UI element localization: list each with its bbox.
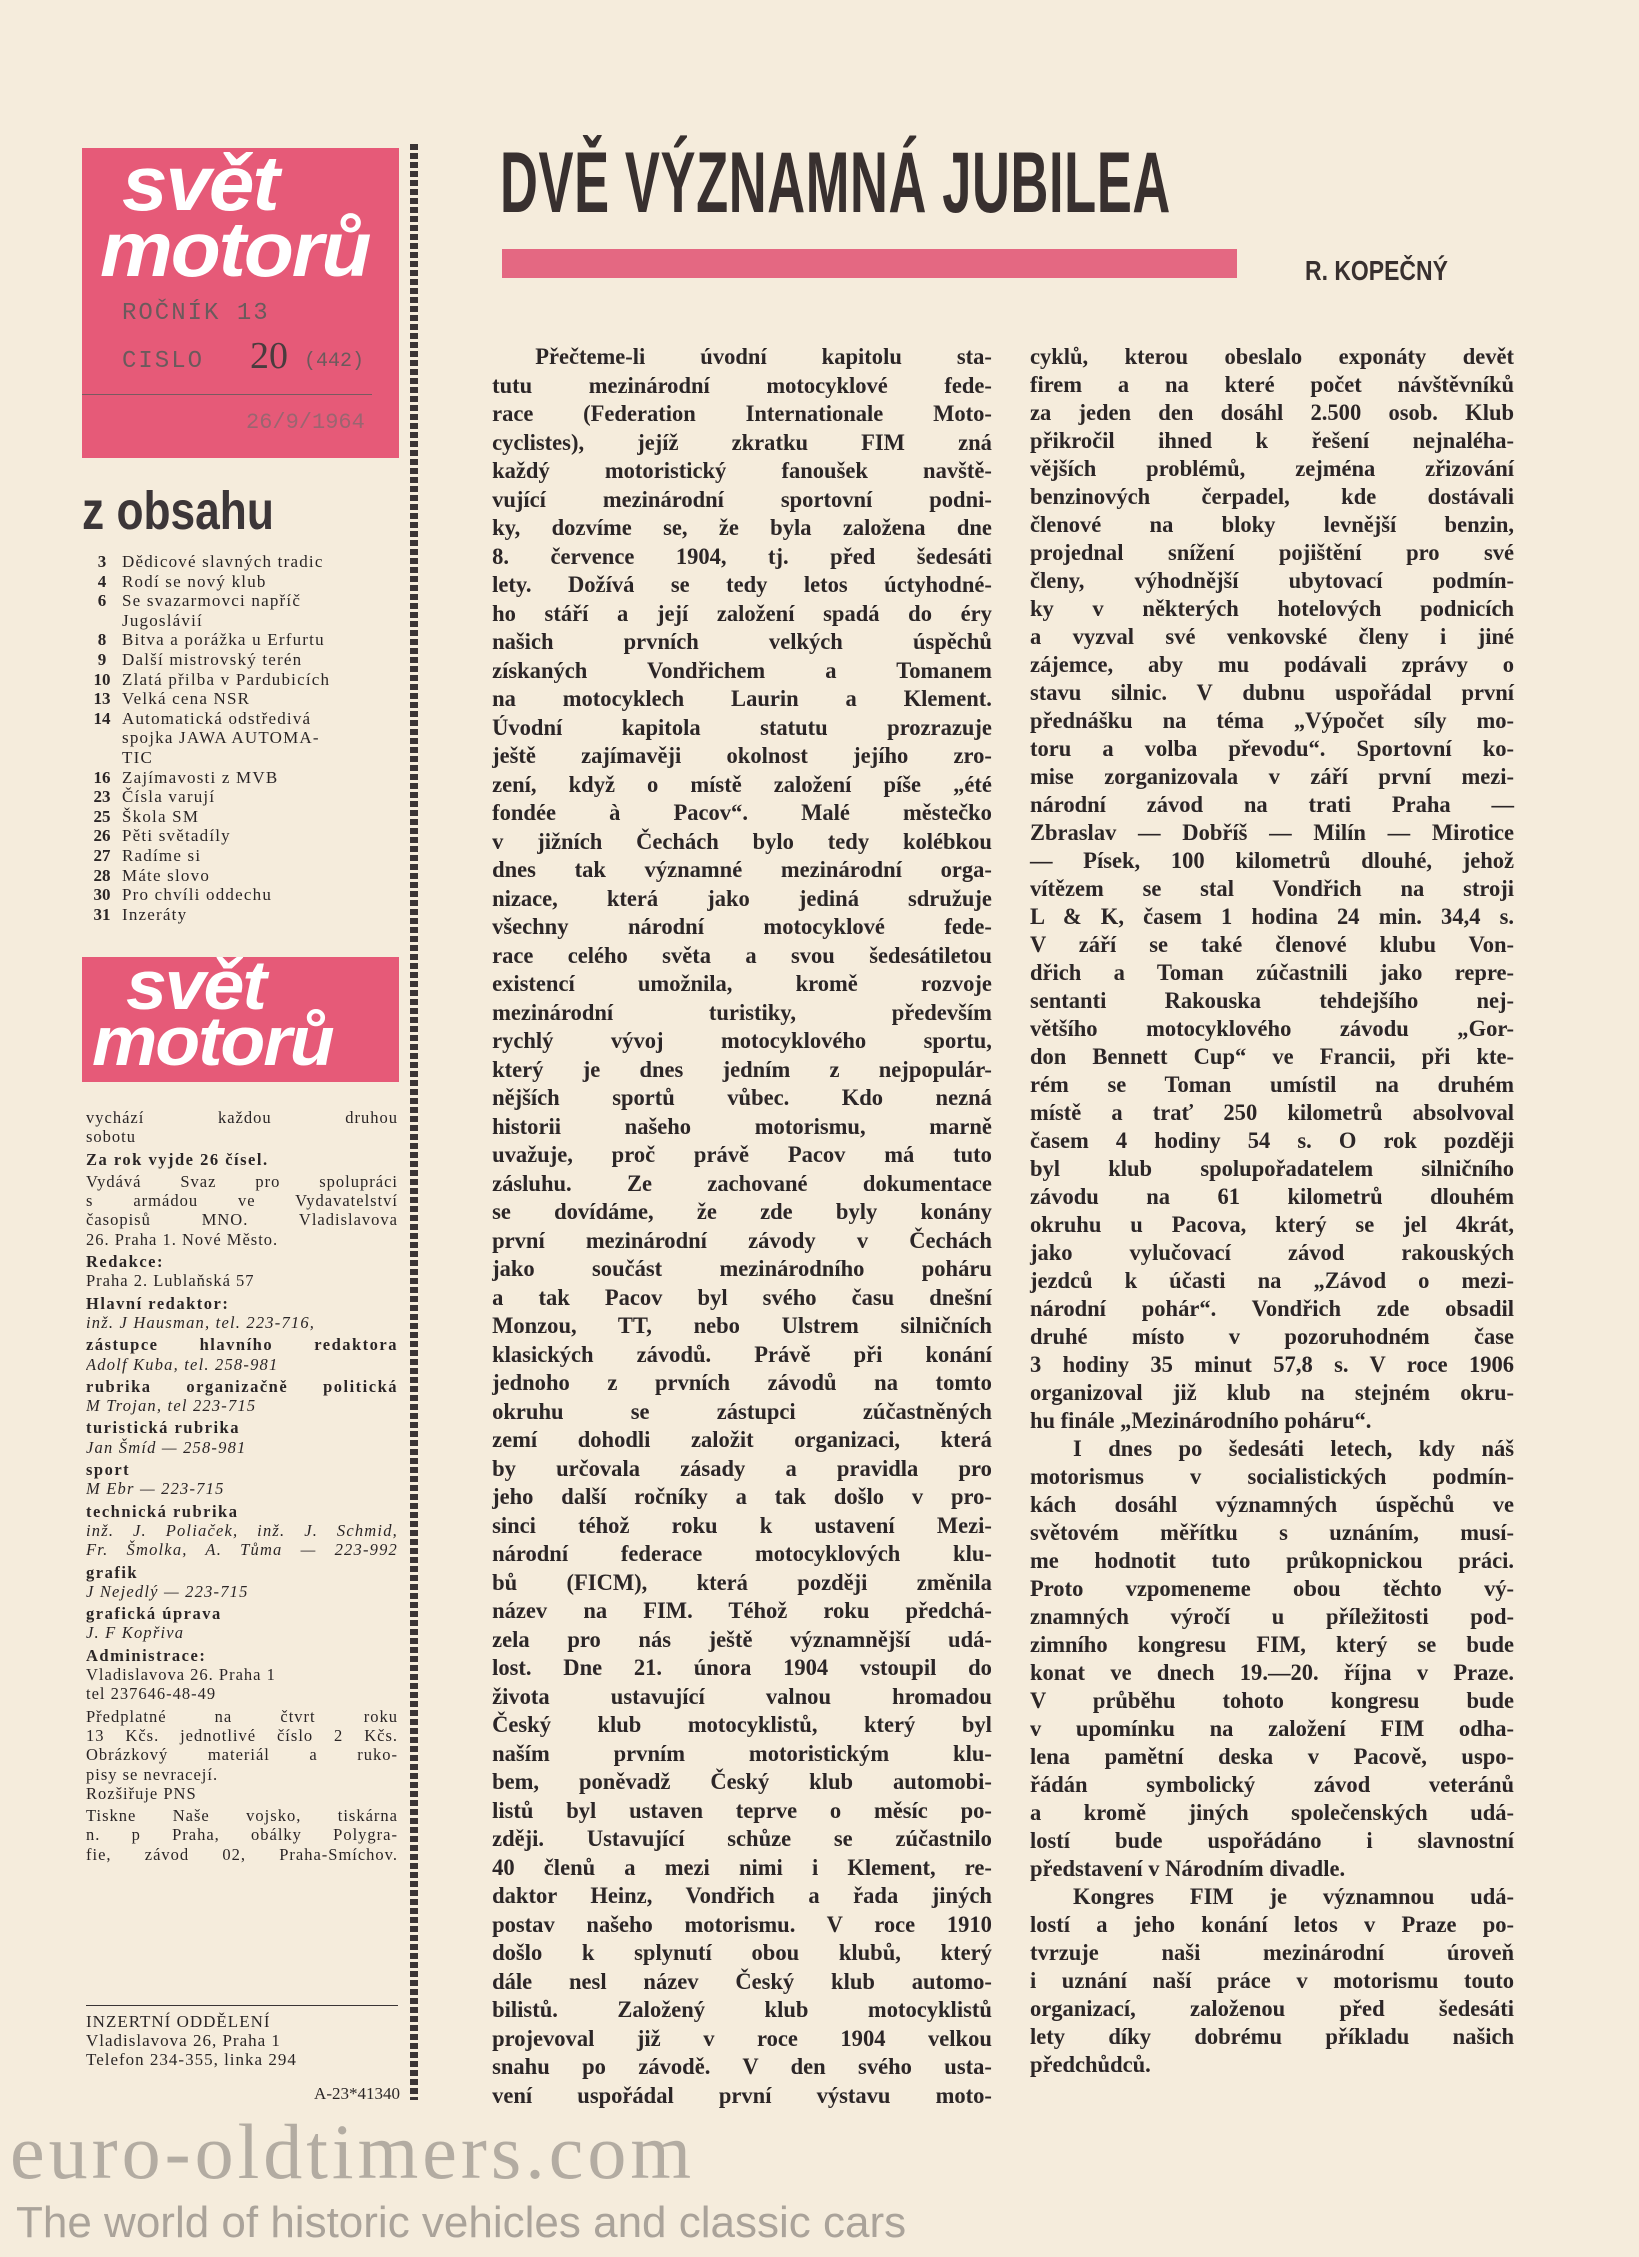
article-line: nějších sportů vůbec. Kdo nezná	[492, 1085, 992, 1110]
article-line: dřich a Toman zúčastnili jako repre-	[1029, 960, 1515, 985]
contents-item	[82, 866, 399, 886]
article-line: 40 členů a mezi nimi i Klement, re-	[492, 1854, 992, 1880]
contents-title: Zlatá přilba v Pardubicích	[122, 669, 331, 689]
imprint-line: grafická úprava	[86, 1604, 222, 1624]
article-line: race celého světa a svou šedesátiletou	[492, 942, 992, 968]
article-line: klasických závodů. Právě při konání	[492, 1341, 992, 1367]
imprint-line: Praha 2. Lublaňská 57	[86, 1271, 255, 1291]
contents-item	[82, 748, 399, 768]
article-line: projednal snížení pojištění pro své	[1029, 540, 1515, 565]
article-line: ky v některých hotelových podnicích	[1029, 596, 1515, 621]
imprint-line: turistická rubrika	[86, 1418, 240, 1438]
article-line: v upomínku na založení FIM odha-	[1029, 1716, 1515, 1741]
contents-title: Rodí se nový klub	[122, 571, 267, 591]
contents-title: Další mistrovský terén	[122, 649, 303, 669]
contents-title: Automatická odstředivá	[122, 708, 312, 728]
imprint-line: Předplatné na čtvrt roku	[86, 1706, 398, 1726]
imprint-line: grafik	[86, 1562, 139, 1582]
article-line: lostí a jeho konání letos v Praze po-	[1029, 1912, 1515, 1937]
imprint-line: Obrázkový materiál a ruko-	[86, 1745, 398, 1765]
imprint-logo	[82, 957, 399, 1082]
imprint-line: Redakce:	[86, 1252, 164, 1272]
imprint-line: časopisů MNO. Vladislavova	[86, 1210, 398, 1230]
imprint-line: M Ebr — 223-715	[86, 1479, 225, 1499]
article-line: jako součást mezinárodního poháru	[492, 1256, 992, 1281]
imprint-line: s armádou ve Vydavatelství	[86, 1191, 398, 1211]
column-divider-dotted	[410, 144, 418, 2100]
contents-title: Radíme si	[122, 845, 202, 865]
article-line: došlo k splynutí obou klubů, který	[492, 1940, 992, 1965]
article-line: nizace, která jako jediná sdružuje	[492, 885, 992, 911]
article-line: Úvodní kapitola statutu prozrazuje	[492, 714, 992, 740]
imprint-line: 13 Kčs. jednotlivé číslo 2 Kčs.	[86, 1725, 398, 1745]
imprint-line: Rozšiřuje PNS	[86, 1783, 197, 1803]
contents-page: 26	[93, 826, 111, 846]
contents-title: Pěti světadíly	[122, 826, 231, 846]
article-line: existencí umožnila, kromě rozvoje	[492, 971, 992, 996]
article-line: rém se Toman umístil na druhém	[1029, 1072, 1515, 1097]
contents-item	[82, 689, 399, 709]
article-line: Proto vzpomeneme obou těchto vý-	[1029, 1576, 1515, 1601]
contents-title: Dědicové slavných tradic	[122, 552, 324, 571]
imprint-line: n. p Praha, obálky Polygra-	[86, 1825, 398, 1845]
article-line: řádán symbolický závod veteránů	[1029, 1772, 1515, 1797]
imprint-line: Za rok vyjde 26 čísel.	[86, 1149, 269, 1169]
article-line: Kongres FIM je významnou udá-	[1073, 1884, 1515, 1909]
imprint-line: Tiskne Naše vojsko, tiskárna	[86, 1806, 398, 1826]
article-line: motorismus v socialistických podmín-	[1029, 1464, 1515, 1489]
article-line: Monzou, TT, nebo Ulstrem silničních	[492, 1313, 992, 1338]
article-line: na motocyklech Laurin a Klement.	[492, 686, 992, 711]
imprint-line: rubrika organizačně politická	[86, 1376, 398, 1396]
article-line: konat ve dnech 19.—20. října v Praze.	[1029, 1660, 1515, 1685]
article-line: dále nesl název Český klub automo-	[492, 1968, 992, 1994]
article-line: vějších problémů, zejména zřizování	[1029, 456, 1515, 481]
article-line: ky, dozvíme se, že byla založena dne	[492, 515, 992, 540]
logo-word-motoru: motorů	[100, 205, 370, 293]
article-line: vující mezinárodní sportovní podni-	[492, 486, 992, 512]
contents-item	[82, 650, 399, 670]
article-line: který je dnes jedním z nejpopulár-	[492, 1056, 992, 1082]
article-line: ještě zajímavěji okolnost jejího zro-	[492, 743, 992, 768]
article-line: časem 4 hodiny 54 s. O rok později	[1029, 1128, 1515, 1153]
article-line: lost. Dne 21. února 1904 vstoupil do	[492, 1655, 992, 1680]
contents-item	[82, 807, 399, 827]
article-author: R. KOPEČNÝ	[1305, 255, 1448, 286]
contents-page: 14	[93, 708, 111, 728]
article-line: rychlý vývoj motocyklového sportu,	[492, 1028, 992, 1053]
contents-page: 8	[97, 630, 107, 650]
ads-phone: Telefon 234-355, linka 294	[86, 2050, 297, 2069]
contents-item	[82, 552, 399, 572]
contents-title: Bitva a porážka u Erfurtu	[122, 630, 325, 650]
article-line: zimního kongresu FIM, který se bude	[1029, 1632, 1515, 1657]
article-line: okruhu se zástupci zúčastněných	[492, 1398, 992, 1424]
article-line: přednášku na téma „Výpočet síly mo-	[1029, 708, 1515, 733]
title-accent-bar	[502, 249, 1237, 278]
article-line: představení v Národním divadle.	[1029, 1856, 1346, 1881]
article-line: naším prvním motoristickým klu-	[492, 1740, 992, 1766]
article-line: kách dosáhl významných úspěchů ve	[1029, 1492, 1515, 1517]
imprint-line: Adolf Kuba, tel. 258-981	[86, 1354, 279, 1374]
article-line: me hodnotit tuto průkopnickou práci.	[1029, 1548, 1515, 1573]
imprint-line: M Trojan, tel 223-715	[86, 1396, 257, 1416]
imprint-line: tel 237646-48-49	[86, 1684, 217, 1704]
article-line: historii našeho motorismu, marně	[492, 1113, 992, 1139]
ads-address: Vladislavova 26, Praha 1	[86, 2031, 281, 2050]
article-line: bů (FICM), která později změnila	[492, 1569, 992, 1595]
contents-heading: z obsahu	[82, 481, 274, 541]
article-line: race (Federation Internationale Moto-	[492, 401, 992, 426]
contents-title: TIC	[122, 747, 153, 767]
contents-title: spojka JAWA AUTOMA-	[122, 728, 320, 748]
contents-page: 4	[97, 571, 107, 591]
imprint-text	[86, 1108, 398, 1864]
article-line: don Bennett Cup“ ve Francii, při kte-	[1029, 1044, 1515, 1069]
contents-title: Zajímavosti z MVB	[122, 767, 279, 787]
volume-label: ROČNÍK 13	[122, 300, 270, 327]
article-column-2	[1025, 343, 1519, 2079]
contents-item	[82, 846, 399, 866]
article-line: V září se také členové klubu Von-	[1029, 932, 1515, 957]
contents-page	[82, 748, 122, 768]
article-line: zásluhu. Ze zachované dokumentace	[492, 1170, 992, 1196]
article-line: postav našeho motorismu. V roce 1910	[492, 1911, 992, 1937]
contents-title: Jugoslávií	[122, 610, 203, 630]
contents-title: Se svazarmovci napříč	[122, 591, 302, 611]
article-line: členy, výhodnější ubytovací podmín-	[1029, 568, 1515, 593]
logo-word-svet: svět	[126, 957, 265, 1024]
article-line: 8. července 1904, tj. před šedesáti	[492, 543, 992, 569]
article-line: mezinárodní turistiky, především	[492, 999, 992, 1025]
contents-item	[82, 826, 399, 846]
contents-title: Velká cena NSR	[122, 689, 251, 709]
contents-item	[82, 670, 399, 690]
article-line: národní federace motocyklových klu-	[492, 1541, 992, 1566]
contents-item	[82, 611, 399, 631]
contents-page: 6	[97, 591, 107, 611]
contents-page: 16	[93, 767, 111, 787]
watermark-tagline: The world of historic vehicles and classic cars	[16, 2198, 907, 2247]
article-line: cyclistes), jejíž zkratku FIM zná	[492, 429, 992, 455]
watermark-site: euro-oldtimers.com	[10, 2108, 695, 2195]
article-line: našich prvních velkých úspěchů	[492, 629, 992, 654]
article-line: jezdců k účasti na „Závod o mezi-	[1029, 1268, 1515, 1293]
article-line: zení, když o místě založení píše „été	[492, 771, 992, 797]
article-line: toru a volba převodu“. Sportovní ko-	[1029, 736, 1515, 761]
article-line: zájemce, aby mu podávali zprávy o	[1029, 652, 1515, 677]
article-line: místě a trať 250 kilometrů absolvoval	[1029, 1100, 1515, 1125]
imprint-line: sobotu	[86, 1127, 137, 1147]
contents-item	[82, 885, 399, 905]
article-line: národní závod na trati Praha —	[1029, 792, 1515, 817]
article-line: všechny národní motocyklové fede-	[492, 914, 992, 939]
contents-page	[82, 728, 122, 748]
article-line: znamných výročí u příležitosti pod-	[1029, 1604, 1515, 1629]
issue-number: 20	[250, 335, 288, 377]
article-line: zději. Ustavující schůze se zúčastnilo	[492, 1826, 992, 1851]
article-line: by určovala zásady a pravidla pro	[492, 1455, 992, 1481]
imprint-line: Vladislavova 26. Praha 1	[86, 1665, 276, 1685]
article-line: světovém měřítku s uznáním, musí-	[1029, 1520, 1515, 1545]
article-line: za jeden den dosáhl 2.500 osob. Klub	[1029, 400, 1515, 425]
contents-title: Inzeráty	[122, 904, 188, 924]
article-line: bem, poněvadž Český klub automobi-	[492, 1769, 992, 1794]
article-line: jednoho z prvních závodů na tomto	[492, 1370, 992, 1395]
contents-item	[82, 709, 399, 729]
article-line: závodu na 61 kilometrů dlouhém	[1029, 1184, 1515, 1209]
article-line: daktor Heinz, Vondřich a řada jiných	[492, 1883, 992, 1908]
contents-page: 31	[93, 904, 111, 924]
imprint-line: technická rubrika	[86, 1501, 239, 1521]
logo-word-svet: svět	[122, 148, 278, 227]
contents-page: 10	[93, 669, 111, 689]
article-line: tutu mezinárodní motocyklové fede-	[492, 372, 992, 398]
masthead-logo	[82, 148, 399, 458]
contents-page: 23	[93, 787, 111, 807]
contents-item	[82, 630, 399, 650]
imprint-line: inž. J. Poliaček, inž. J. Schmid,	[86, 1520, 398, 1540]
imprint-line: Hlavní redaktor:	[86, 1293, 230, 1313]
article-line: jako vylučovací závod rakouských	[1029, 1240, 1515, 1265]
imprint-line: sport	[86, 1460, 131, 1480]
article-line: byl klub spolupořadatelem silničního	[1029, 1156, 1515, 1181]
print-code: A-23*41340	[314, 2084, 400, 2103]
contents-page	[82, 611, 122, 631]
contents-list	[82, 552, 399, 924]
article-line: mise zorganizovala v září první mezi-	[1029, 764, 1515, 789]
article-line: Český klub motocyklistů, který byl	[492, 1712, 992, 1737]
article-line: první mezinárodní závody v Čechách	[492, 1227, 992, 1253]
issue-label: CISLO	[122, 348, 205, 375]
article-line: bilistů. Založený klub motocyklistů	[492, 1997, 992, 2022]
contents-item	[82, 591, 399, 611]
article-line: zemí dohodli založit organizaci, která	[492, 1427, 992, 1452]
article-line: organizací, založenou před šedesáti	[1029, 1996, 1515, 2021]
article-line: života ustavující valnou hromadou	[492, 1683, 992, 1709]
article-column-1	[487, 343, 997, 2110]
imprint-line: zástupce hlavního redaktora	[86, 1335, 398, 1355]
article-line: národní pohár“. Vondřich zde obsadil	[1029, 1296, 1515, 1321]
article-line: Přečteme-li úvodní kapitolu sta-	[535, 344, 992, 369]
article-line: vení uspořádal první výstavu moto-	[492, 2082, 992, 2108]
article-line: druhé místo v pozoruhodném čase	[1029, 1324, 1515, 1349]
contents-title: Pro chvíli oddechu	[122, 885, 273, 905]
logo-word-motoru: motorů	[92, 1002, 333, 1080]
contents-page: 27	[93, 845, 111, 865]
imprint-line: Fr. Šmolka, A. Tůma — 223-992	[86, 1540, 398, 1560]
article-line: a vyzval své venkovské členy i jiné	[1029, 624, 1515, 649]
article-line: přikročil ihned k řešení nejnaléha-	[1029, 428, 1515, 453]
article-line: sentanti Rakouska tehdejšího nej-	[1029, 988, 1515, 1013]
article-line: organizoval již klub na stejném okru-	[1029, 1380, 1515, 1405]
article-line: fondée à Pacov“. Malé městečko	[492, 800, 992, 825]
article-line: listů byl ustaven teprve o měsíc po-	[492, 1797, 992, 1823]
contents-title: Máte slovo	[122, 865, 211, 885]
article-line: a kromě jiných společenských udá-	[1029, 1800, 1515, 1825]
article-title: DVĚ VÝZNAMNÁ JUBILEA	[500, 135, 1171, 231]
article-line: lostí bude uspořádáno i slavnostní	[1029, 1828, 1515, 1853]
article-line: lety díky dobrému příkladu našich	[1029, 2024, 1515, 2049]
article-line: název na FIM. Téhož roku předchá-	[492, 1598, 992, 1623]
article-line: získaných Vondřichem a Tomanem	[492, 657, 992, 683]
imprint-line: 26. Praha 1. Nové Město.	[86, 1229, 279, 1249]
article-line: — Písek, 100 kilometrů dlouhé, jehož	[1029, 848, 1515, 873]
article-line: členové na bloky levnější benzin,	[1029, 512, 1515, 537]
ads-title: INZERTNÍ ODDĚLENÍ	[86, 2012, 271, 2031]
article-line: každý motoristický fanoušek navště-	[492, 458, 992, 483]
contents-item	[82, 905, 399, 925]
article-line: uvažuje, proč právě Pacov má tuto	[492, 1142, 992, 1167]
issue-date: 26/9/1964	[246, 410, 365, 435]
imprint-line: J. F Kopřiva	[86, 1623, 185, 1643]
contents-page: 13	[93, 689, 111, 709]
article-line: sinci téhož roku k ustavení Mezi-	[492, 1512, 992, 1538]
article-line: předchůdců.	[1029, 2052, 1151, 2077]
imprint-line: inž. J Hausman, tel. 223-716,	[86, 1312, 316, 1332]
article-line: 3 hodiny 35 minut 57,8 s. V roce 1906	[1029, 1352, 1515, 1377]
article-line: benzinových čerpadel, kde dostávali	[1029, 484, 1515, 509]
contents-item	[82, 728, 399, 748]
imprint-line: vychází každou druhou	[86, 1108, 398, 1127]
article-line: se dovídáme, že zde byly konány	[492, 1199, 992, 1224]
article-line: a tak Pacov byl svého času dnešní	[492, 1284, 992, 1310]
article-line: snahu po závodě. V den svého usta-	[492, 2054, 992, 2079]
article-line: lena pamětní deska v Pacově, uspo-	[1029, 1744, 1515, 1769]
contents-item	[82, 768, 399, 788]
article-line: v jižních Čechách bylo tedy kolébkou	[492, 828, 992, 854]
contents-page: 9	[97, 649, 107, 669]
article-line: stavu silnic. V dubnu uspořádal první	[1029, 680, 1515, 705]
advertising-dept	[86, 2012, 398, 2069]
imprint-divider	[86, 2005, 398, 2006]
article-line: tvrzuje naši mezinárodní úroveň	[1029, 1940, 1515, 1965]
contents-page: 28	[93, 865, 111, 885]
contents-title: Čísla varují	[122, 787, 216, 807]
article-line: firem a na které počet návštěvníků	[1029, 372, 1515, 397]
contents-item	[82, 787, 399, 807]
imprint-line: Vydává Svaz pro spolupráci	[86, 1171, 398, 1191]
contents-title: Škola SM	[122, 806, 200, 826]
imprint-line: Administrace:	[86, 1645, 207, 1665]
article-line: lety. Dožívá se tedy letos úctyhodné-	[492, 572, 992, 597]
article-line: dnes tak významné mezinárodní orga-	[492, 857, 992, 882]
article-line: I dnes po šedesáti letech, kdy náš	[1073, 1436, 1515, 1461]
article-line: zela pro nás ještě významnější udá-	[492, 1626, 992, 1652]
article-line: projevoval již v roce 1904 velkou	[492, 2025, 992, 2051]
contents-page: 3	[97, 552, 107, 571]
article-line: Zbraslav — Dobříš — Milín — Mirotice	[1029, 820, 1515, 845]
article-line: i uznání naší práce v motorismu touto	[1029, 1968, 1515, 1993]
contents-page: 25	[93, 806, 111, 826]
article-line: vítězem se stal Vondřich na stroji	[1029, 876, 1515, 901]
article-line: ho stáří a její založení spadá do éry	[492, 600, 992, 626]
contents-item	[82, 572, 399, 592]
article-line: většího motocyklového závodu „Gor-	[1029, 1016, 1515, 1041]
imprint-line: pisy se nevracejí.	[86, 1764, 219, 1784]
article-line: jeho další ročníky a tak došlo v pro-	[492, 1484, 992, 1509]
masthead-rule	[82, 394, 372, 395]
imprint-line: fie, závod 02, Praha-Smíchov.	[86, 1844, 398, 1864]
article-line: hu finále „Mezinárodního poháru“.	[1029, 1408, 1372, 1433]
issue-total: (442)	[304, 350, 365, 373]
contents-page: 30	[93, 885, 111, 905]
article-line: okruhu u Pacova, který se jel 4krát,	[1029, 1212, 1515, 1237]
article-line: V průběhu tohoto kongresu bude	[1029, 1688, 1515, 1713]
article-line: L & K, časem 1 hodina 24 min. 34,4 s.	[1029, 904, 1515, 929]
article-line: cyklů, kterou obeslalo exponáty devět	[1029, 344, 1515, 369]
imprint-line: Jan Šmíd — 258-981	[86, 1437, 247, 1457]
imprint-line: J Nejedlý — 223-715	[86, 1581, 249, 1601]
